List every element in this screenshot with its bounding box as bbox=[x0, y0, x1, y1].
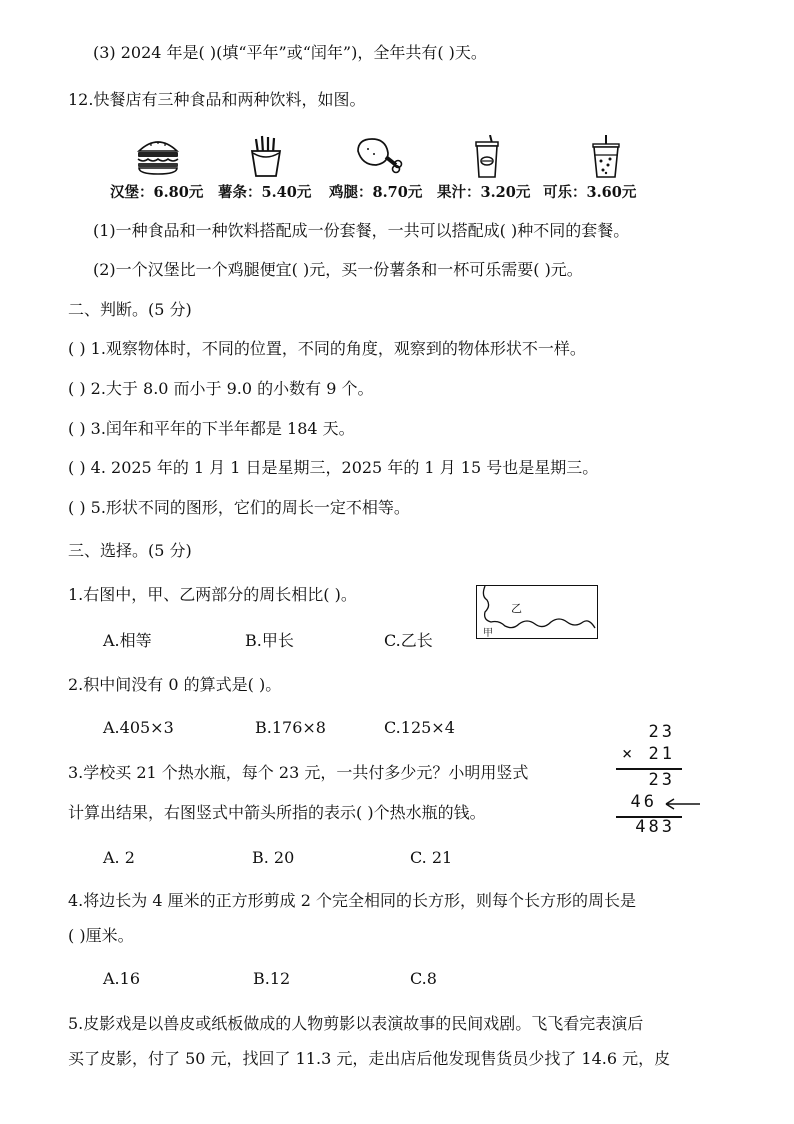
fries-icon bbox=[244, 135, 288, 177]
judge-item: ( ) 3.闰年和平年的下半年都是 184 天。 bbox=[68, 419, 355, 438]
choice-q1-option-a: A.相等 bbox=[103, 631, 152, 650]
drumstick-icon bbox=[354, 135, 408, 175]
vertical-row: 483 bbox=[635, 817, 675, 837]
choice-q3-text-2: 计算出结果，右图竖式中箭头所指的表示( )个热水瓶的钱。 bbox=[68, 803, 486, 822]
judge-item: ( ) 4. 2025 年的 1 月 1 日是星期三，2025 年的 1 月 15 号也是星期三。 bbox=[68, 458, 599, 477]
q12-sub1: (1)一种食品和一种饮料搭配成一份套餐，一共可以搭配成( )种不同的套餐。 bbox=[93, 221, 630, 240]
price-cola: 可乐：3.60元 bbox=[543, 184, 637, 201]
choice-q5-text-1: 5.皮影戏是以兽皮或纸板做成的人物剪影以表演故事的民间戏剧。飞飞看完表演后 bbox=[68, 1014, 644, 1033]
judge-item: ( ) 5.形状不同的图形，它们的周长一定不相等。 bbox=[68, 498, 410, 517]
choice-q2-text: 2.积中间没有 0 的算式是( )。 bbox=[68, 675, 282, 694]
vertical-row: × 21 bbox=[622, 744, 675, 764]
q12-sub2: (2)一个汉堡比一个鸡腿便宜( )元，买一份薯条和一杯可乐需要( )元。 bbox=[93, 260, 583, 279]
section3-heading: 三、选择。(5 分) bbox=[68, 541, 192, 560]
region-jia-label: 甲 bbox=[483, 628, 493, 639]
food-icons-row bbox=[0, 135, 794, 175]
vertical-row: 23 bbox=[648, 722, 675, 742]
choice-q4-option-c: C.8 bbox=[410, 969, 437, 988]
vertical-multiplication bbox=[610, 720, 700, 835]
judge-item: ( ) 1.观察物体时，不同的位置，不同的角度，观察到的物体形状不一样。 bbox=[68, 339, 586, 358]
burger-icon bbox=[133, 135, 183, 175]
price-fries: 薯条：5.40元 bbox=[218, 184, 312, 201]
section2-heading: 二、判断。(5 分) bbox=[68, 300, 192, 319]
price-burger: 汉堡：6.80元 bbox=[110, 184, 204, 201]
choice-q2-option-c: C.125×4 bbox=[384, 718, 455, 737]
arrow-left-icon bbox=[662, 798, 702, 810]
choice-q4-option-b: B.12 bbox=[253, 969, 291, 988]
cola-icon bbox=[588, 135, 624, 179]
choice-q3-text-1: 3.学校买 21 个热水瓶，每个 23 元，一共付多少元？小明用竖式 bbox=[68, 763, 529, 782]
q11-part3: (3) 2024 年是( )(填“平年”或“闰年”)，全年共有( )天。 bbox=[93, 43, 487, 62]
choice-q3-option-b: B. 20 bbox=[252, 848, 295, 867]
choice-q4-option-a: A.16 bbox=[103, 969, 140, 988]
judge-item: ( ) 2.大于 8.0 而小于 9.0 的小数有 9 个。 bbox=[68, 379, 374, 398]
choice-q1-option-c: C.乙长 bbox=[384, 631, 433, 650]
choice-q1-option-b: B.甲长 bbox=[245, 631, 294, 650]
juice-icon bbox=[470, 135, 506, 179]
choice-q3-option-c: C. 21 bbox=[410, 848, 453, 867]
choice-q3-option-a: A. 2 bbox=[103, 848, 135, 867]
choice-q2-option-a: A.405×3 bbox=[103, 718, 174, 737]
choice-q4-text-1: 4.将边长为 4 厘米的正方形剪成 2 个完全相同的长方形，则每个长方形的周长是 bbox=[68, 891, 636, 910]
choice-q1-text: 1.右图中，甲、乙两部分的周长相比( )。 bbox=[68, 585, 357, 604]
vertical-row: 46 bbox=[630, 792, 657, 812]
vertical-row: 23 bbox=[648, 770, 675, 790]
region-yi-label: 乙 bbox=[511, 602, 522, 615]
q12-title: 12.快餐店有三种食品和两种饮料，如图。 bbox=[68, 90, 366, 109]
choice-q5-text-2: 买了皮影，付了 50 元，找回了 11.3 元，走出店后他发现售货员少找了 14.6 元，皮 bbox=[68, 1049, 671, 1068]
perimeter-figure bbox=[476, 585, 598, 639]
price-drumstick: 鸡腿：8.70元 bbox=[329, 184, 423, 201]
price-juice: 果汁：3.20元 bbox=[437, 184, 531, 201]
choice-q2-option-b: B.176×8 bbox=[255, 718, 326, 737]
choice-q4-text-2: ( )厘米。 bbox=[68, 926, 134, 945]
